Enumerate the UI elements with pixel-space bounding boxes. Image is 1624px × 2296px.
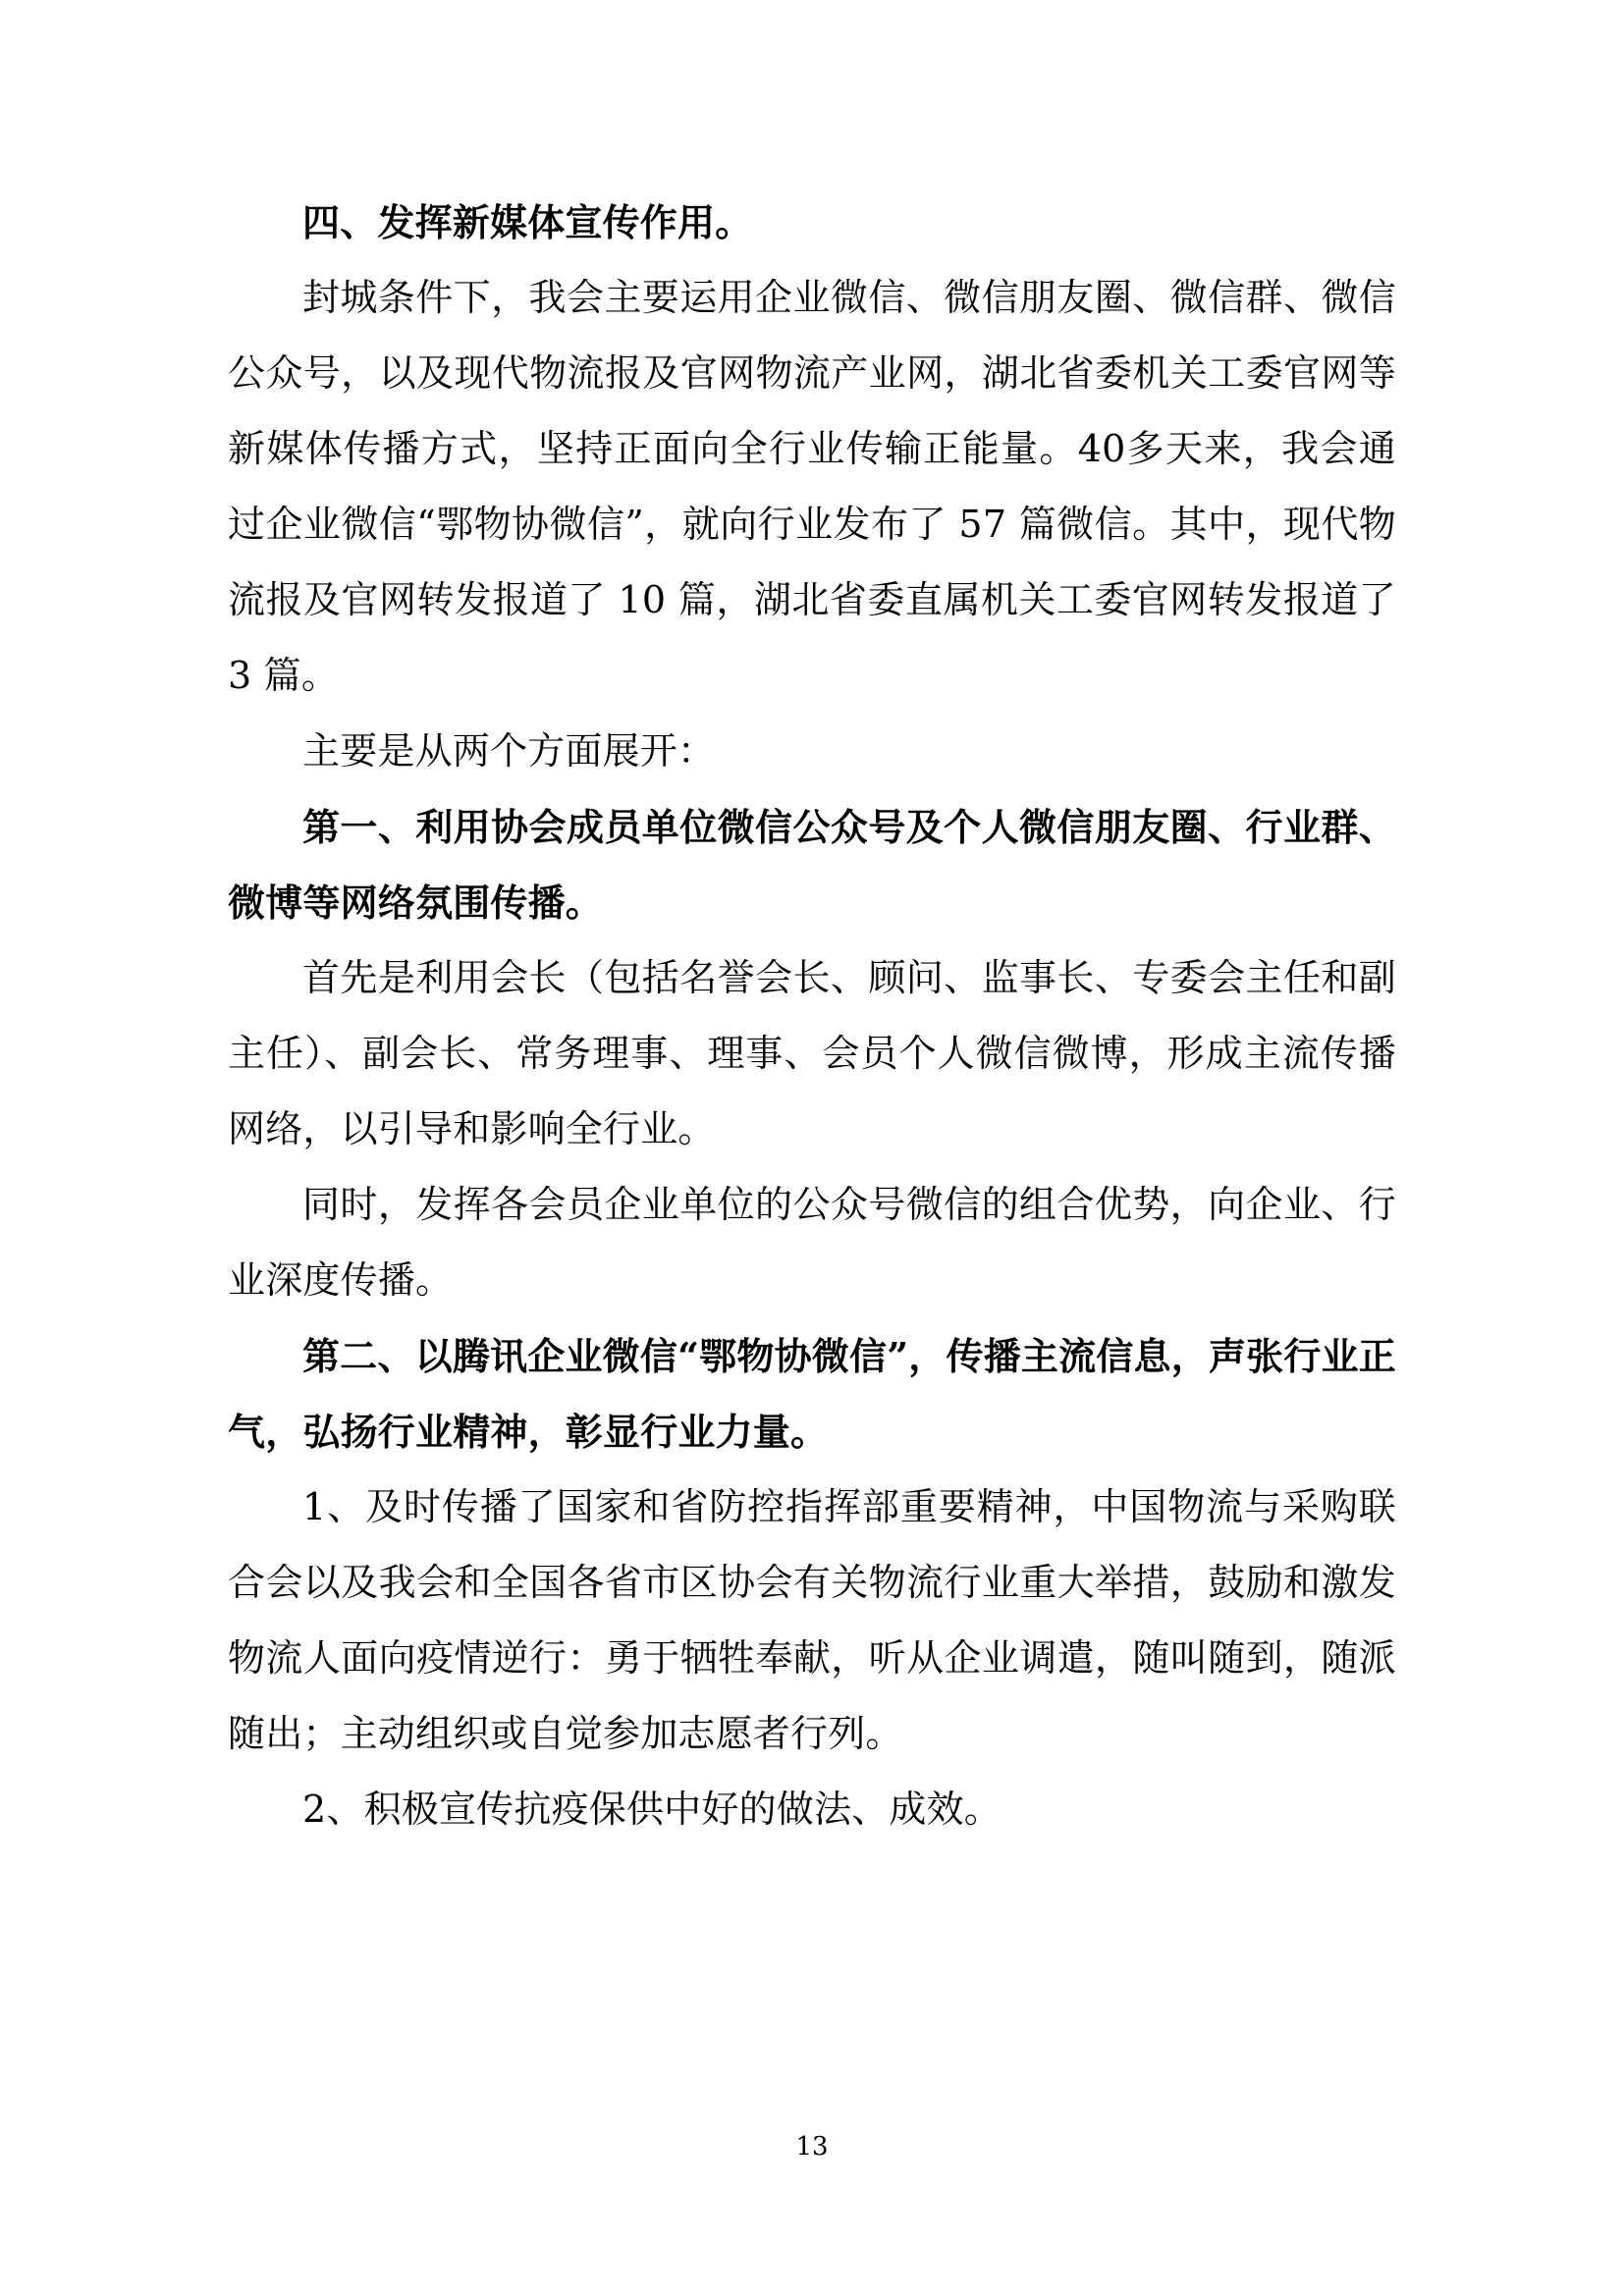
paragraph-item-1: 1、及时传播了国家和省防控指挥部重要精神，中国物流与采购联合会以及我会和全国各省市区协会有关物流行业重大举措，鼓励和激发物流人面向疫情逆行：勇于牺牲奉献，听从企业调遣，随叫随到，随派随出；主动组织或自觉参加志愿者行列。 bbox=[228, 1485, 1396, 1755]
page-number: 13 bbox=[795, 2132, 829, 2162]
subheading-second-point: 第二、以腾讯企业微信“鄂物协微信”，传播主流信息，声张行业正气，弘扬行业精神，彰显行业力量。 bbox=[228, 1334, 1396, 1454]
paragraph-leaders-network: 首先是利用会长（包括名誉会长、顾问、监事长、专委会主任和副主任）、副会长、常务理事、理事、会员个人微信微博，形成主流传播网络，以引导和影响全行业。 bbox=[228, 956, 1396, 1150]
paragraph-item-2: 2、积极宣传抗疫保供中好的做法、成效。 bbox=[302, 1788, 1001, 1831]
section-heading-four: 四、发挥新媒体宣传作用。 bbox=[302, 200, 753, 244]
document-body bbox=[228, 185, 1396, 1847]
paragraph-two-aspects-intro: 主要是从两个方面展开： bbox=[302, 729, 716, 773]
paragraph-member-accounts: 同时，发挥各会员企业单位的公众号微信的组合优势，向企业、行业深度传播。 bbox=[228, 1183, 1396, 1302]
subheading-first-point: 第一、利用协会成员单位微信公众号及个人微信朋友圈、行业群、微博等网络氛围传播。 bbox=[228, 805, 1396, 925]
paragraph-new-media-overview: 封城条件下，我会主要运用企业微信、微信朋友圈、微信群、微信公众号，以及现代物流报及官网物流产业网，湖北省委机关工委官网等新媒体传播方式，坚持正面向全行业传输正能量。40多天来，我会通过企业微信“鄂物协微信”，就向行业发布了 57 篇微信。其中，现代物流报及官网转发报道了 10 篇，湖北省委直属机关工委官网转发报道了 3 篇。 bbox=[228, 276, 1396, 697]
